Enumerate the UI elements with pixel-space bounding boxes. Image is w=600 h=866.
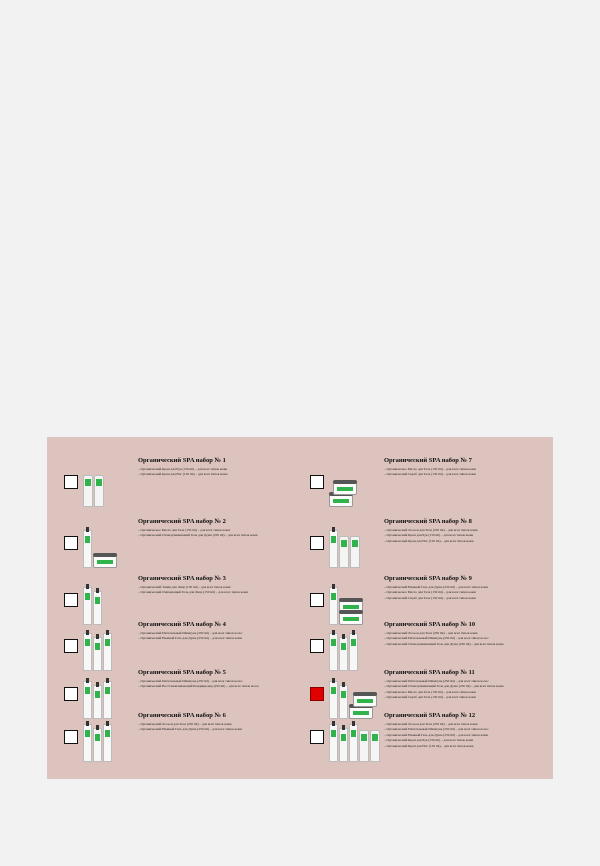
spa-set-item[interactable] xyxy=(293,708,533,762)
set-product-line: – Органический Крем для Ног (150 ml) – для всех типов кожи xyxy=(384,743,474,748)
set-title: Органический SPA набор № 9 xyxy=(384,575,472,582)
spa-set-item[interactable] xyxy=(47,453,287,507)
set-title: Органический SPA набор № 3 xyxy=(138,575,226,582)
set-product-line: – Органический Нежный Гель для Душа (250 ml) – для всех типов кожи xyxy=(138,727,242,732)
jar-icon xyxy=(353,694,377,707)
set-product-line: – Органическое Масло для Тела (150 ml) – для всех типов кожи xyxy=(384,467,476,471)
set-product-line: – Органический Питательный Шампунь (250 ml) – для всех типов волос xyxy=(138,679,243,683)
set-title: Органический SPA набор № 8 xyxy=(384,518,472,525)
set-product-line: – Органический Отшелушивающий Гель для Душа (250 ml) – для всех типов кожи xyxy=(138,533,258,538)
set-product-line: – Органический Скраб для Тела (150 ml) – для всех типов кожи xyxy=(384,595,476,600)
set-product-line: – Органический Скраб для Тела (150 ml) – для всех типов кожи xyxy=(384,472,476,477)
set-product-line: – Органический Крем для Рук (150 ml) – для всех типов кожи xyxy=(138,467,228,471)
set-product-line: – Органический Лосьон для Тела (250 ml) – для всех типов кожи xyxy=(138,722,232,726)
set-title: Органический SPA набор № 5 xyxy=(138,669,226,676)
checkbox[interactable] xyxy=(310,536,324,550)
set-product-line: – Органический Тоник для Лица (150 ml) – для всех типов кожи xyxy=(138,585,231,589)
product-image xyxy=(329,619,381,671)
checkbox[interactable] xyxy=(64,730,78,744)
set-product-line: – Органический Восстанавливающий Кондиционер (250 ml) – для всех типов волос xyxy=(138,684,260,689)
set-description xyxy=(384,457,534,478)
product-image xyxy=(329,710,381,762)
bottle-icon xyxy=(83,530,92,568)
set-description xyxy=(138,669,288,690)
bottle-icon xyxy=(329,530,338,568)
set-product-line: – Органический Крем для Рук (150 ml) – для всех типов кожи xyxy=(384,533,474,538)
bottle-icon xyxy=(93,728,102,762)
set-description xyxy=(384,575,534,601)
bottle-icon xyxy=(349,724,358,762)
bottle-icon xyxy=(339,728,348,762)
set-title: Органический SPA набор № 2 xyxy=(138,518,226,525)
tube-icon xyxy=(370,730,380,762)
set-title: Органический SPA набор № 1 xyxy=(138,457,226,464)
tube-icon xyxy=(350,536,360,568)
product-image xyxy=(329,455,381,507)
checkbox[interactable] xyxy=(64,475,78,489)
set-product-line: – Органический Лосьон для Тела (250 ml) – для всех типов кожи xyxy=(384,722,478,726)
set-title: Органический SPA набор № 12 xyxy=(384,712,476,719)
product-image xyxy=(83,619,135,671)
set-product-line: – Органическое Масло для Тела (150 ml) – для всех типов кожи xyxy=(138,528,230,532)
set-product-line: – Органический Крем для Ног (150 ml) – для всех типов кожи xyxy=(384,538,474,543)
checkbox[interactable] xyxy=(310,730,324,744)
checkbox-checked[interactable] xyxy=(310,687,324,701)
tube-icon xyxy=(94,475,104,507)
checkbox[interactable] xyxy=(310,639,324,653)
set-product-line: – Органическое Масло для Тела (150 ml) – для всех типов кожи xyxy=(384,689,476,694)
set-product-line: – Органический Очищающий Гель для Лица (150 ml) – для всех типов кожи xyxy=(138,590,248,595)
set-title: Органический SPA набор № 11 xyxy=(384,669,475,676)
checkbox[interactable] xyxy=(310,593,324,607)
set-title: Органический SPA набор № 10 xyxy=(384,621,476,628)
set-description xyxy=(384,712,534,749)
jar-icon xyxy=(329,494,353,507)
bottle-icon xyxy=(103,724,112,762)
set-description xyxy=(138,575,288,596)
checkbox[interactable] xyxy=(310,475,324,489)
spa-set-item[interactable] xyxy=(293,514,533,568)
product-image xyxy=(83,710,135,762)
set-description xyxy=(138,712,288,733)
set-product-line: – Органический Крем для Ног (150 ml) – для всех типов кожи xyxy=(138,472,228,477)
checkbox[interactable] xyxy=(64,536,78,550)
set-product-line: – Органический Отшелушивающий Гель для Душа (250 ml) – для всех типов кожи xyxy=(384,684,504,689)
set-description xyxy=(138,518,288,539)
set-description xyxy=(384,518,534,544)
set-description xyxy=(138,621,288,642)
bottle-icon xyxy=(83,724,92,762)
spa-set-item[interactable] xyxy=(47,708,287,762)
set-title: Органический SPA набор № 6 xyxy=(138,712,226,719)
spa-set-item[interactable] xyxy=(47,617,287,671)
set-product-line: – Органический Питательный Шампунь (250 ml) – для всех типов волос xyxy=(384,679,489,683)
set-product-line: – Органический Отшелушивающий Гель для Душа (250 ml) – для всех типов кожи xyxy=(384,641,504,646)
jar-icon xyxy=(93,555,117,568)
tube-icon xyxy=(83,475,93,507)
set-product-line: – Органический Нежный Гель для Душа (250 ml) – для всех типов кожи xyxy=(384,585,488,589)
checkbox[interactable] xyxy=(64,593,78,607)
product-image xyxy=(83,516,135,568)
set-product-line: – Органическое Масло для Тела (150 ml) – для всех типов кожи xyxy=(384,590,476,595)
checkbox[interactable] xyxy=(64,687,78,701)
bottle-icon xyxy=(329,724,338,762)
product-image xyxy=(329,516,381,568)
spa-sets-panel xyxy=(47,437,553,779)
set-product-line: – Органический Крем для Рук (150 ml) – для всех типов кожи xyxy=(384,738,474,743)
set-title: Органический SPA набор № 4 xyxy=(138,621,226,628)
set-description xyxy=(138,457,288,478)
set-product-line: – Органический Питательный Шампунь (250 ml) – для всех типов волос xyxy=(384,636,489,641)
set-product-line: – Органический Нежный Гель для Душа (250 ml) – для всех типов кожи xyxy=(138,636,242,641)
set-product-line: – Органический Нежный Гель для Душа (250 ml) – для всех типов кожи xyxy=(384,732,488,737)
tube-icon xyxy=(359,730,369,762)
set-product-line: – Органический Питательный Шампунь (250 ml) – для всех типов волос xyxy=(138,631,243,635)
jar-icon xyxy=(333,482,357,495)
spa-set-item[interactable] xyxy=(293,617,533,671)
spa-set-item[interactable] xyxy=(47,514,287,568)
set-description xyxy=(384,669,534,701)
product-image xyxy=(83,455,135,507)
spa-set-item[interactable] xyxy=(293,453,533,507)
tube-icon xyxy=(339,536,349,568)
set-product-line: – Органический Лосьон для Тела (250 ml) – для всех типов кожи xyxy=(384,631,478,635)
set-product-line: – Органический Питательный Шампунь (250 ml) – для всех типов волос xyxy=(384,727,489,732)
set-product-line: – Органический Скраб для Тела (150 ml) – для всех типов кожи xyxy=(384,695,476,700)
set-description xyxy=(384,621,534,647)
checkbox[interactable] xyxy=(64,639,78,653)
set-title: Органический SPA набор № 7 xyxy=(384,457,472,464)
set-product-line: – Органический Лосьон для Тела (250 ml) – для всех типов кожи xyxy=(384,528,478,532)
